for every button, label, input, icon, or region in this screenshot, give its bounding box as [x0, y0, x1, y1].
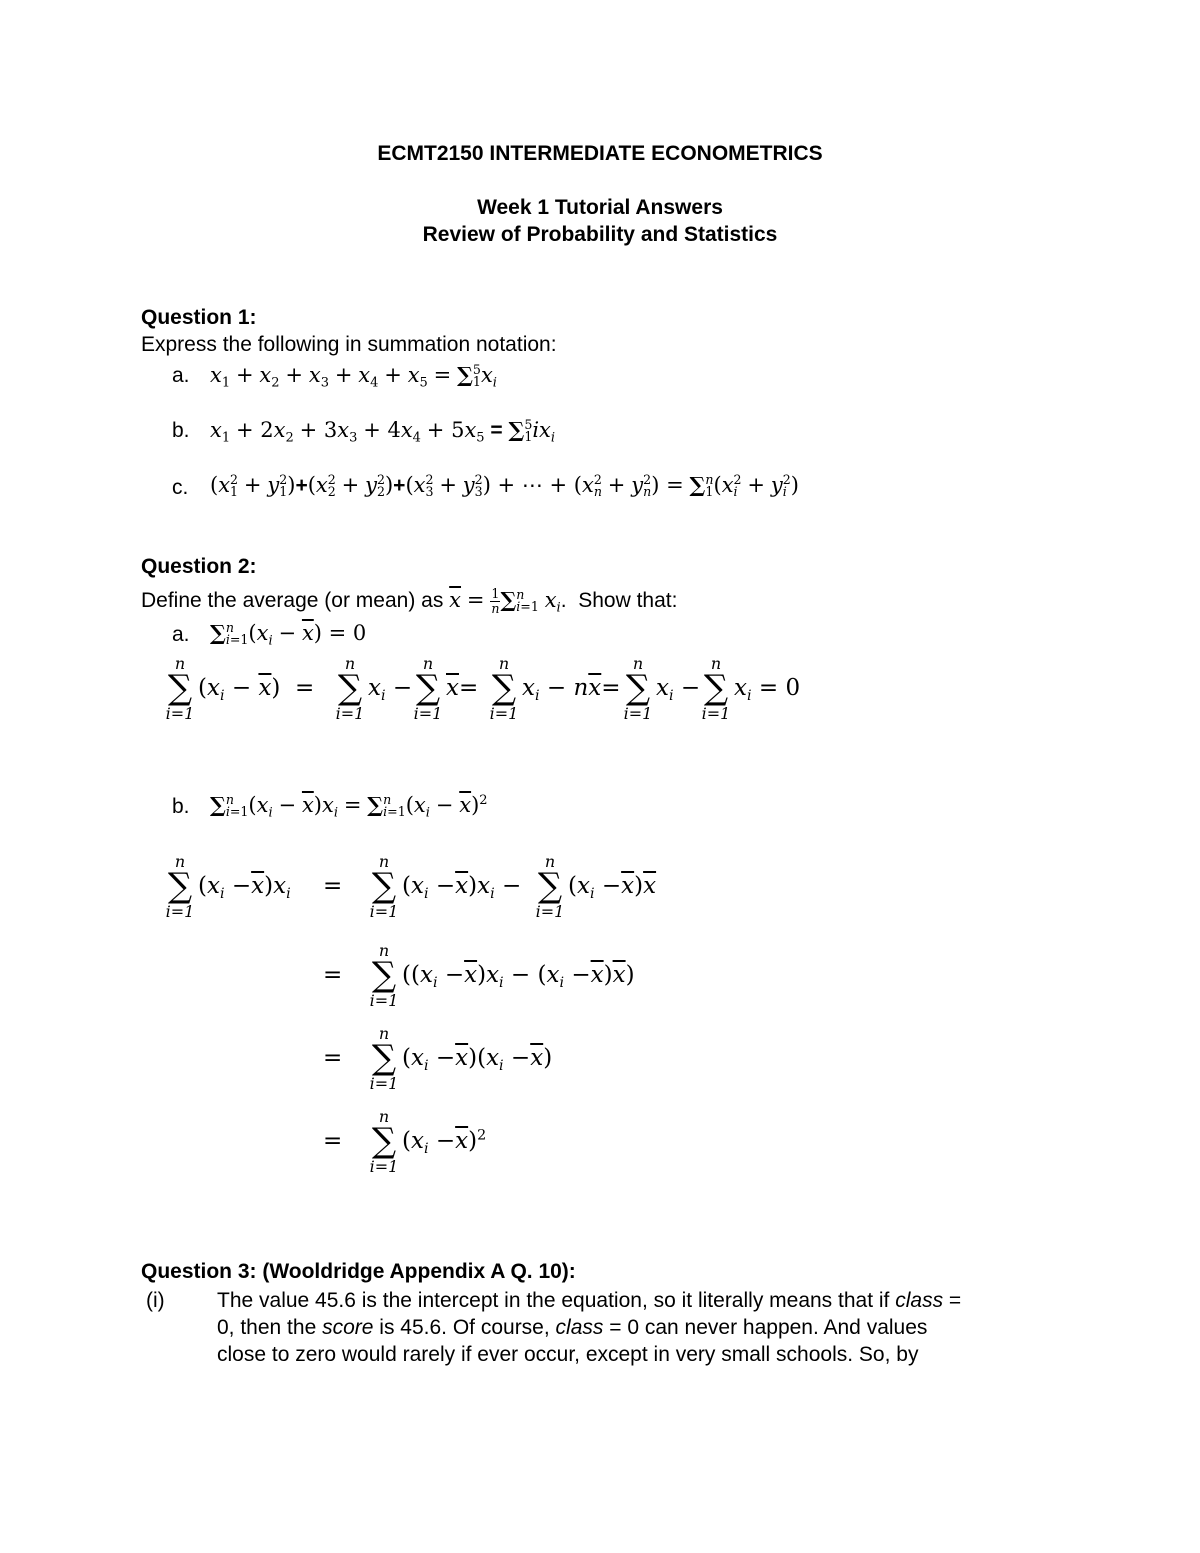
q2-prompt-prefix: Define the average (or mean) as — [141, 589, 444, 612]
q3-paragraph-line-1: The value 45.6 is the intercept in the equation, so it literally means that if class = — [217, 1289, 962, 1312]
q1-item-a-equation: $x_1 + x_2 + x_3 + x_4 + x_5$ = ∑ 5 1 $x_i$ — [210, 361, 497, 391]
document-subtitle: Review of Probability and Statistics — [422, 223, 778, 246]
q1-item-b-label: b. — [172, 419, 190, 442]
q3-paragraph-line-2: 0, then the score is 45.6. Of course, class = 0 can never happen. And values — [217, 1316, 928, 1339]
question-2-heading: Question 2: — [141, 555, 257, 578]
q2-prompt-suffix: Show that: — [578, 589, 678, 612]
q2-item-b-equation: ∑ n i=1 $(x_i - \overline{x})x_i$ = ∑ n i=1 $(x_i - \overline{x})^2$ — [210, 791, 488, 821]
q1-item-a-label: a. — [172, 364, 190, 387]
week-title: Week 1 Tutorial Answers — [477, 196, 723, 219]
q3-item-label: (i) — [146, 1289, 165, 1312]
question-1-prompt: Express the following in summation notation: — [141, 333, 557, 356]
question-2-prompt: Define the average (or mean) as $\overline{x}$ = $\frac{1}{n}$ ∑ n i=1 $x_i$. Show that: — [141, 586, 678, 616]
q3-paragraph-line-3: close to zero would rarely if ever occur, except in very small schools. So, by — [217, 1343, 919, 1366]
question-3-heading: Question 3: (Wooldridge Appendix A Q. 10): — [141, 1260, 576, 1283]
q1-item-c-equation: (x 2 1 + y 2 1 )+(x 2 2 + y 2 2 )+(x 2 3 + y 2 3 ) + ⋯ + (x 2 n + y 2 n ) = ∑ n 1 (x 2 i + y 2 i ) — [210, 471, 799, 500]
q1-item-c-label: c. — [172, 476, 189, 499]
q2-item-a-equation: ∑ n i=1 $(x_i - \overline{x}) = 0$ — [210, 619, 367, 649]
question-1-heading: Question 1: — [141, 306, 257, 329]
course-title: ECMT2150 INTERMEDIATE ECONOMETRICS — [377, 142, 823, 165]
q2-a-derivation: n ∑ i=1 $(x_i - \overline{x})$ = n ∑ i=1 $x_i$ − n ∑ i=1 $\overline{x}=$ n ∑ i=1 $x_i - n\overline{x}=$ n ∑ i=1 $x_i$ − n ∑ i=1 $x_i = 0$ — [165, 654, 801, 723]
q2-item-b-label: b. — [172, 795, 190, 818]
q2-b-derivation: n ∑ i=1 $(x_i -\overline{x})x_i$ = n ∑ i=1 $(x_i -\overline{x})x_i$ − n ∑ i=1 $(x_i -\overline{x})\overline{x}$ = n ∑ i=1 $((x_i -\overline{x})x_i - (x_i -\overline{x})\overline{x})$ = n ∑ i=1 $(x_i -\overline{x})(x_i -\overline{x})$ = n ∑ i=1 $(x_i -\overline{x})^2$ — [165, 852, 657, 1176]
q1-item-b-equation: $x_1 + 2x_2 + 3x_3 + 4x_4 + 5x_5$ = ∑ 5 1 $ix_i$ — [210, 416, 556, 446]
q2-item-a-label: a. — [172, 623, 190, 646]
